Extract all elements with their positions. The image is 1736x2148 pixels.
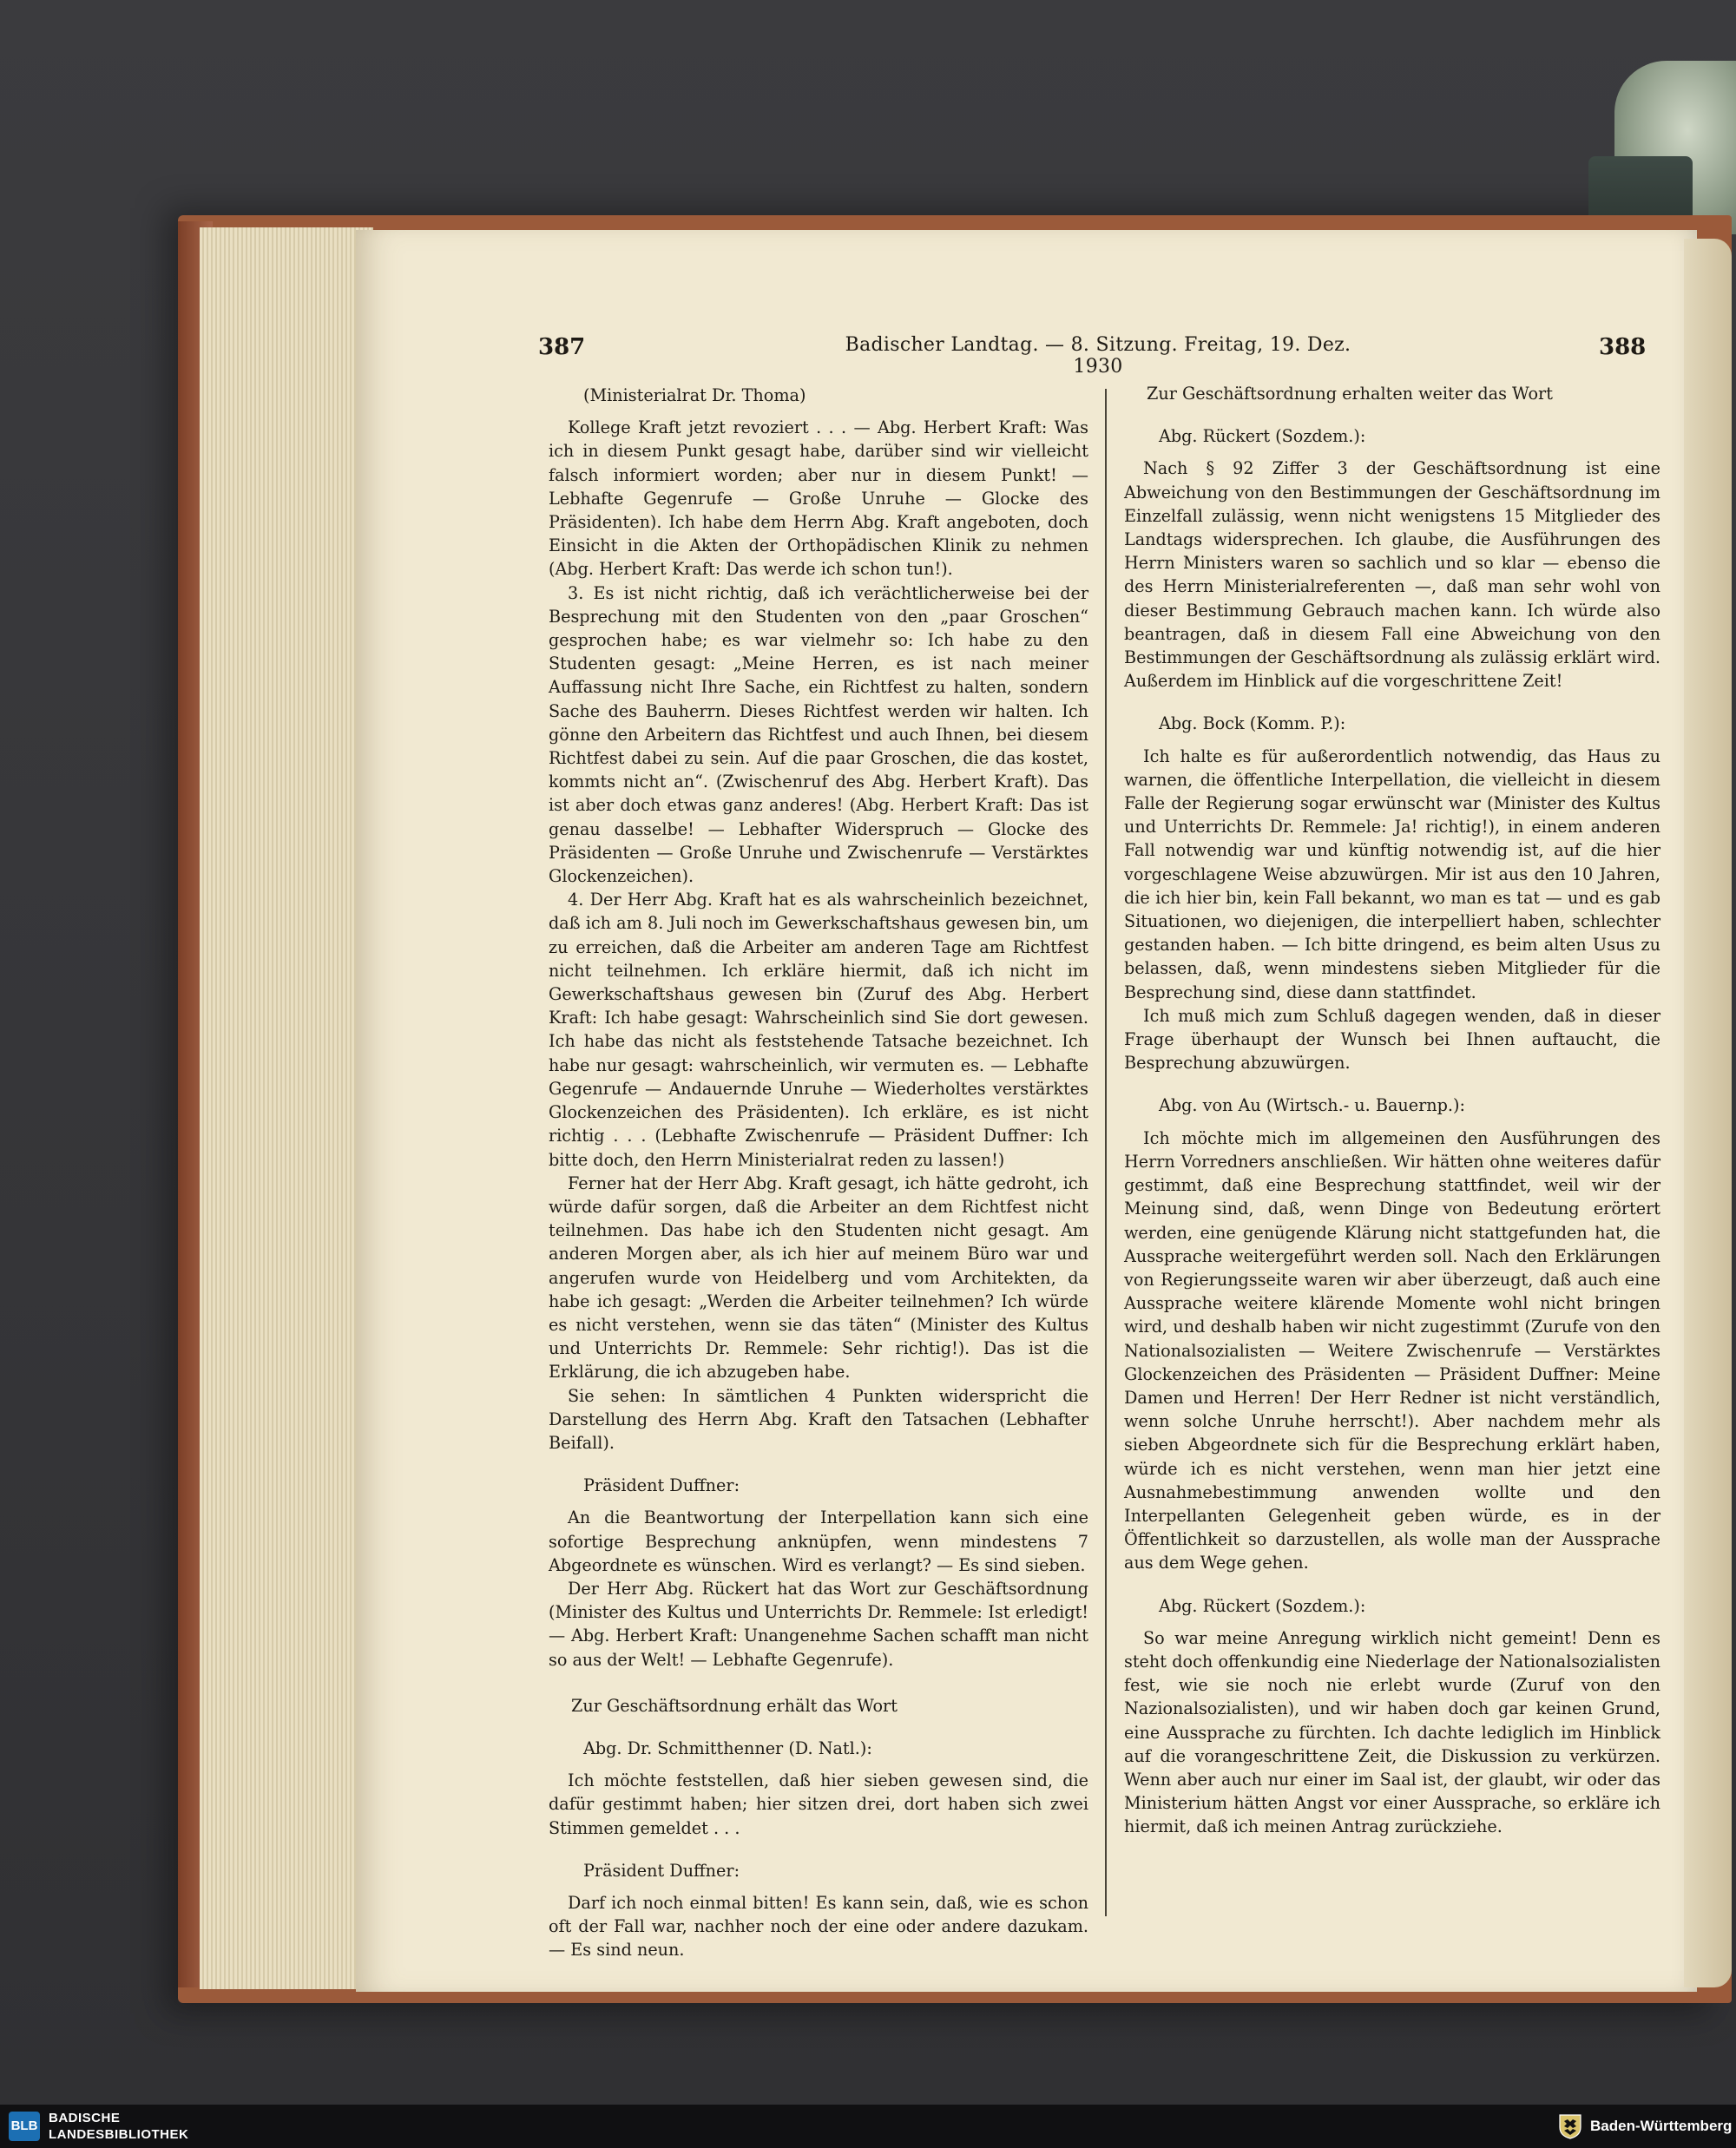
speaker-label: Abg. von Au (Wirtsch.- u. Bauernp.): (1159, 1095, 1465, 1116)
paragraph: Ich möchte mich im allgemeinen den Ausführungen des Herrn Vorredners anschließen. Wir hätten ohne weiteres dafür gestimmt, daß eine Besprechung stattfindet, weil wir der Meinung sind, daß, wenn Dinge von Bedeutung erörtert werden, eine genügende Klärung nicht stattgefunden hat, die Aussprache weitergeführt werden soll. Nach den Erklärungen von Regierungsseite waren wir aber überzeugt, daß auch eine Aussprache weitere klärende Momente wohl nicht bringen wird, und deshalb haben wir nicht zugestimmt (Zurufe von den Nationalsozialisten — Weitere Zwischenrufe — Verstärktes Glockenzeichen des Präsidenten — Präsident Duffner: Meine Damen und Herren! Der Herr Redner ist nicht verständlich, wenn solche Unruhe herrscht!). Aber nachdem mehr als sieben Abgeordnete sich für die Besprechung erklärt haben, würde ich es nicht verstehen, wenn man hier jetzt eine Ausnahmebestimmung anwenden wollte und den Interpellanten Gelegenheit geben würde, es in der Öffentlichkeit so darzustellen, als wolle man der Aussprache aus dem Wege gehen. (1124, 1127, 1660, 1573)
partner-name: Baden-Württemberg (1590, 2118, 1733, 2134)
paragraph: So war meine Anregung wirklich nicht gemeint! Denn es steht doch offenkundig eine Niederlage der Nationalsozialisten fest, wie sie noch nie erlebt wurde (Zuruf von den Nazionalsozialisten), und wir haben doch gar keinen Grund, eine Aussprache zu fürchten. Ich dachte lediglich im Hinblick auf die vorangeschrittene Zeit, die Diskussion zu verkürzen. Wenn aber auch nur einer im Saal ist, der glaubt, wir oder das Ministerium hätten Angst vor einer Aussprache, so erkläre ich hiermit, daß ich meinen Antrag zurückziehe. (1124, 1627, 1660, 1837)
paragraph: 4. Der Herr Abg. Kraft hat es als wahrscheinlich bezeichnet, daß ich am 8. Juli noch im Gewerkschaftshaus gewesen bin, um zu erreichen, daß die Arbeiter am anderen Tage am Richtfest nicht teilnehmen. Ich erkläre hiermit, daß ich nicht im Gewerkschaftshaus gewesen bin (Zuruf des Abg. Herbert Kraft: Ich habe gesagt: Wahrscheinlich sind Sie dort gewesen. Ich habe das nicht als feststehende Tatsache bezeichnet. Ich habe nur gesagt: wahrscheinlich, wir vermuten es. — Lebhafte Gegenrufe — Andauernde Unruhe — Wiederholtes verstärktes Glockenzeichen des Präsidenten). Ich erkläre, es ist nicht richtig . . . (Lebhafte Zwischenrufe — Präsident Duffner: Ich bitte doch, den Herrn Ministerialrat reden zu lassen!) (549, 890, 1088, 1170)
running-head: Badischer Landtag. — 8. Sitzung. Freitag, 19. Dez. 1930 (845, 334, 1351, 378)
speaker-label: Präsident Duffner: (583, 1860, 740, 1881)
speaker-label: Abg. Rückert (Sozdem.): (1159, 1595, 1366, 1616)
text-column-right (1124, 382, 1660, 1839)
page-stack-edges (200, 227, 373, 1989)
paragraph: Kollege Kraft jetzt revoziert . . . — Abg. Herbert Kraft: Was ich in diesem Punkt gesagt habe, darüber sind wir vielleicht falsch informiert worden; aber nur in diesem Punkt! — Lebhafte Gegenrufe — Große Unruhe — Glocke des Präsidenten). Ich habe dem Herrn Abg. Kraft angeboten, doch Einsicht in die Akten der Orthopädischen Klinik zu nehmen (Abg. Herbert Kraft: Das werde ich schon tun!). (549, 417, 1088, 580)
coat-of-arms-icon (1558, 2113, 1582, 2139)
paragraph: Darf ich noch einmal bitten! Es kann sein, daß, wie es schon oft der Fall war, nachher noch der eine oder andere dazukam. — Es sind neun. (549, 1892, 1088, 1961)
paragraph: Ich halte es für außerordentlich notwendig, das Haus zu warnen, die öffentliche Interpellation, die vielleicht in diesem Falle der Regierung sogar erwünscht war (Minister des Kultus und Unterrichts Dr. Remmele: Ja! richtig!), in einem anderen Fall notwendig war und künftig notwendig ist, auf die hier vorgeschlagene Weise abzuwürgen. Mir ist aus den 10 Jahren, die ich hier bin, kein Fall bekannt, wo man es tat — und es gab Situationen, wo diejenigen, die interpelliert haben, schlechter gestanden haben. — Ich bitte dringend, es beim alten Usus zu belassen, daß, wenn mindestens sieben Mitglieder für die Besprechung sind, diese dann stattfindet. (1124, 746, 1660, 1002)
paragraph: An die Beantwortung der Interpellation kann sich eine sofortige Besprechung anknüpfen, wenn mindestens 7 Abgeordnete es wünschen. Wird es verlangt? — Es sind sieben. (549, 1508, 1088, 1575)
institution-name-line1: BADISCHE (49, 2111, 121, 2125)
speaker-label: Abg. Bock (Komm. P.): (1159, 713, 1346, 734)
text-column-left (549, 382, 1088, 1962)
paragraph: Nach § 92 Ziffer 3 der Geschäftsordnung ist eine Abweichung von den Bestimmungen der Geschäftsordnung im Einzelfall zulässig, wenn nicht wenigstens 15 Mitglieder des Landtags widersprechen. Ich glaube, die Ausführungen des Herrn Ministers waren so sachlich und so klar — ebenso die des Herrn Ministerialreferenten —, daß man sehr wohl von dieser Bestimmung Gebrauch machen kann. Ich würde also beantragen, daß in diesem Fall eine Abweichung von den Bestimmungen der Geschäftsordnung als zulässig erklärt wird. Außerdem im Hinblick auf die vorgeschrittene Zeit! (1124, 458, 1660, 692)
speaker-label: Präsident Duffner: (583, 1475, 740, 1496)
paragraph: Sie sehen: In sämtlichen 4 Punkten widerspricht die Darstellung des Herrn Abg. Kraft den Tatsachen (Lebhafter Beifall). (549, 1385, 1088, 1453)
column-divider (1105, 389, 1107, 1916)
section-heading: Zur Geschäftsordnung erhält das Wort (571, 1695, 898, 1716)
paragraph: Der Herr Abg. Rückert hat das Wort zur Geschäftsordnung (Minister des Kultus und Unterrichts Dr. Remmele: Ist erledigt! — Abg. Herbert Kraft: Unangenehme Sachen schafft man nicht so aus der Welt! — Lebhafte Gegenrufe). (549, 1578, 1088, 1670)
speaker-label: (Ministerialrat Dr. Thoma) (583, 385, 806, 405)
blb-logo[interactable]: BLB (9, 2112, 40, 2141)
page-number-left: 387 (538, 334, 586, 360)
speaker-label: Abg. Rückert (Sozdem.): (1159, 426, 1366, 447)
speaker-label: Abg. Dr. Schmitthenner (D. Natl.): (583, 1737, 872, 1758)
paragraph: Ich möchte feststellen, daß hier sieben gewesen sind, die dafür gestimmt haben; hier sitzen drei, dort haben sich zwei Stimmen gemeldet . . . (549, 1770, 1088, 1838)
page-curl (1684, 239, 1732, 1987)
section-heading: Zur Geschäftsordnung erhalten weiter das Wort (1147, 384, 1553, 404)
paragraph: 3. Es ist nicht richtig, daß ich verächtlicherweise bei der Besprechung mit den Studenten von den „paar Groschen“ gesprochen habe; es war vielmehr so: Ich habe zu den Studenten gesagt: „Meine Herren, es ist nach meiner Auffassung nicht Ihre Sache, ein Richtfest zu halten, sondern Sache des Bauherrn. Dieses Richtfest werden wir halten. Ich gönne den Arbeitern das Richtfest und auch Ihnen, bei diesem Richtfest dabei zu sein. Auf die paar Groschen, die das kostet, kommts nicht an“. (Zwischenruf des Abg. Herbert Kraft). Das ist aber doch etwas ganz anderes! (Abg. Herbert Kraft: Das ist genau dasselbe! — Lebhafter Widerspruch — Glocke des Präsidenten — Große Unruhe und Zwischenrufe — Verstärktes Glockenzeichen). (549, 582, 1088, 887)
page-number-right: 388 (1599, 334, 1647, 360)
institution-name-line2: LANDESBIBLIOTHEK (49, 2127, 189, 2142)
paragraph: Ferner hat der Herr Abg. Kraft gesagt, ich hätte gedroht, ich würde dafür sorgen, daß die Arbeiter an dem Richtfest nicht teilnehmen. Das habe ich den Studenten nicht gesagt. Am anderen Morgen aber, als ich hier auf meinem Büro war und angerufen wurde von Heidelberg und vom Architekten, da habe ich gesagt: „Werden die Arbeiter teilnehmen? Ich würde es nicht verstehen, wenn sie das täten“ (Minister des Kultus und Unterrichts Dr. Remmele: Sehr richtig!). Das ist die Erklärung, die ich abzugeben habe. (549, 1173, 1088, 1383)
library-footer-bar (0, 2105, 1736, 2148)
paragraph: Ich muß mich zum Schluß dagegen wenden, daß in dieser Frage überhaupt der Wunsch bei Ihnen auftaucht, die Besprechung abzuwürgen. (1124, 1005, 1660, 1074)
